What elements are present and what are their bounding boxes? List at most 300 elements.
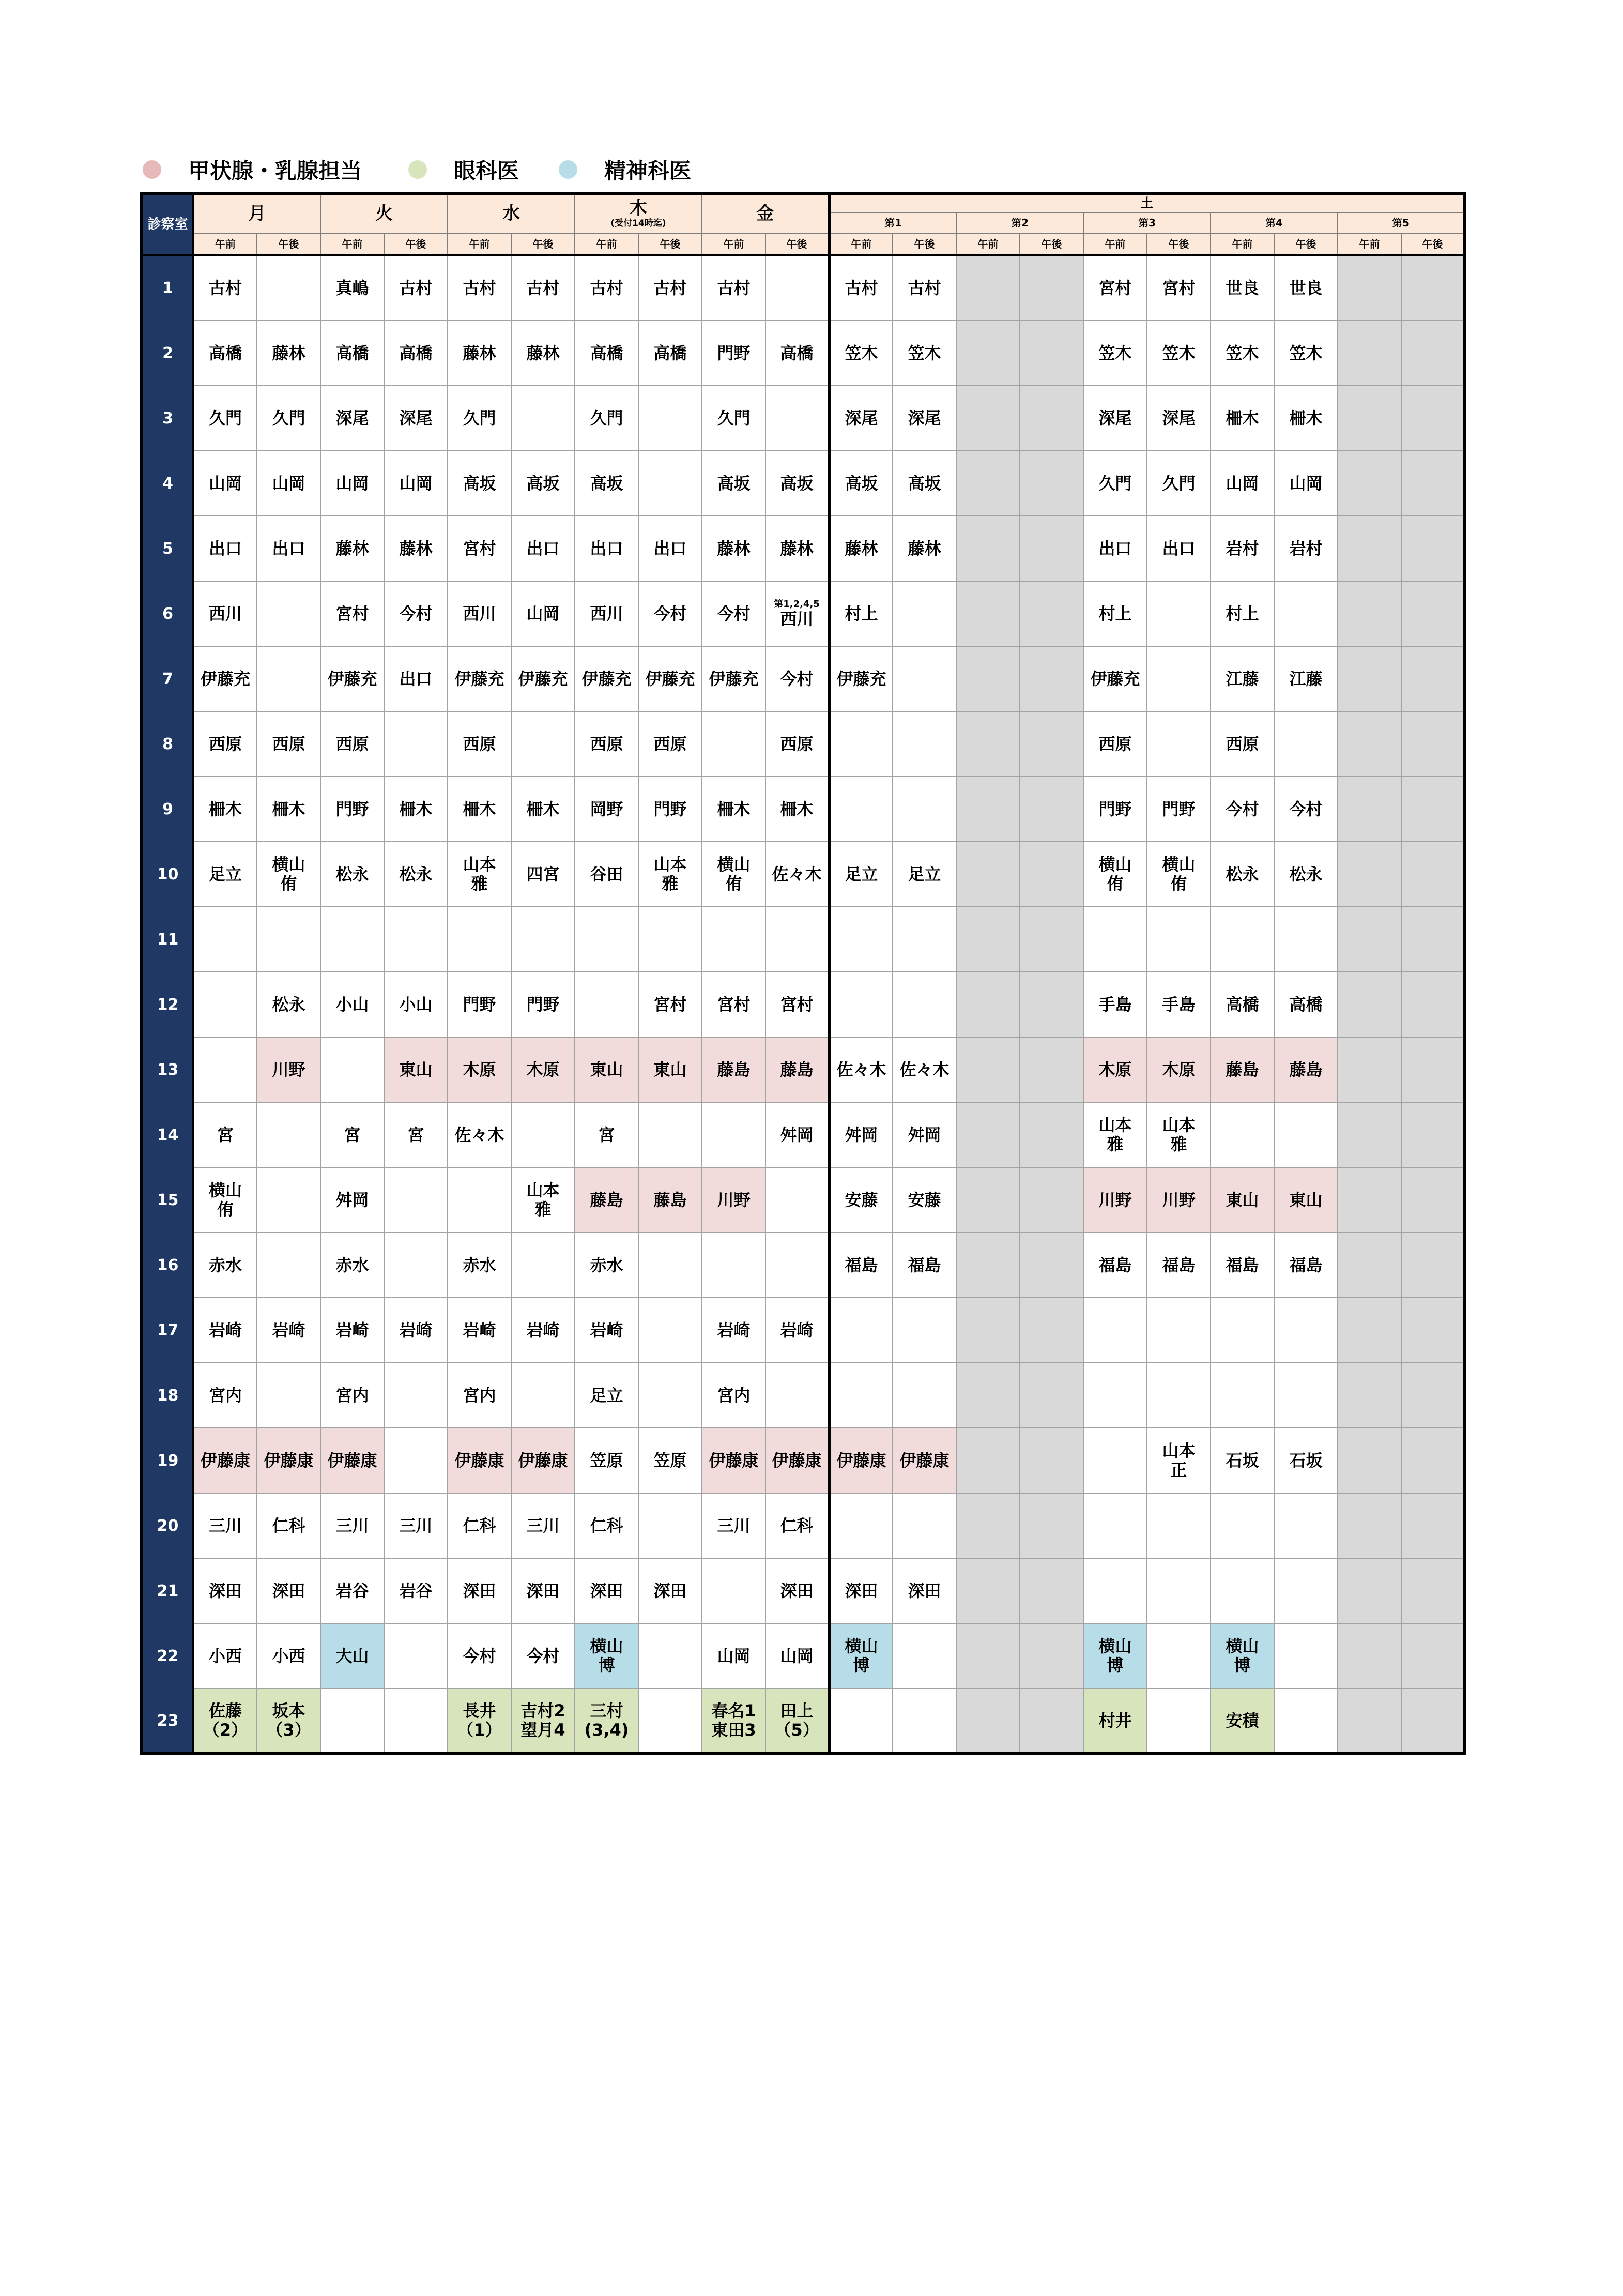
schedule-slot — [448, 842, 511, 907]
closed-slot — [956, 321, 1020, 386]
schedule-table — [140, 192, 1466, 1755]
room-number: 5 — [142, 516, 193, 581]
doctor-name: 手島 — [1098, 994, 1132, 1014]
schedule-slot — [829, 516, 893, 581]
closed-slot — [1401, 516, 1465, 581]
doctor-name: 松永 — [1289, 864, 1323, 884]
schedule-slot — [257, 842, 320, 907]
empty-slot — [257, 1363, 320, 1428]
schedule-slot — [1274, 516, 1338, 581]
doctor-name: 門野 — [526, 994, 560, 1014]
day-header-fri — [702, 193, 829, 233]
room-number: 21 — [142, 1558, 193, 1623]
schedule-slot — [320, 451, 384, 516]
schedule-slot — [575, 1493, 638, 1558]
closed-slot — [1020, 907, 1083, 972]
schedule-slot — [765, 1102, 829, 1167]
schedule-slot — [1147, 1102, 1211, 1167]
closed-slot — [956, 255, 1020, 321]
room-row — [142, 451, 1465, 516]
doctor-name: 川野 — [1098, 1190, 1132, 1210]
empty-slot — [638, 1102, 702, 1167]
empty-slot — [893, 972, 956, 1037]
schedule-slot — [448, 777, 511, 842]
doctor-name: 三川 — [717, 1515, 751, 1535]
doctor-name: 西原 — [590, 734, 623, 754]
schedule-slot — [1211, 972, 1274, 1037]
doctor-name: 高坂 — [717, 473, 751, 493]
schedule-slot — [511, 321, 575, 386]
closed-slot — [1020, 1428, 1083, 1493]
closed-slot — [956, 972, 1020, 1037]
schedule-slot — [448, 1493, 511, 1558]
schedule-slot — [384, 451, 448, 516]
day-label: 月 — [248, 203, 266, 224]
closed-slot — [1338, 1623, 1401, 1689]
doctor-name: 宮 — [217, 1124, 234, 1145]
doctor-name: 安積 — [1226, 1710, 1259, 1730]
schedule-slot — [320, 842, 384, 907]
empty-slot — [511, 1233, 575, 1298]
doctor-name: 岩崎 — [399, 1320, 433, 1340]
doctor-name: 深田 — [463, 1580, 496, 1601]
closed-slot — [1338, 711, 1401, 777]
closed-slot — [1338, 1493, 1401, 1558]
doctor-name: 世良 — [1289, 278, 1323, 298]
doctor-name: 宮村 — [717, 994, 751, 1014]
closed-slot — [1338, 1167, 1401, 1233]
schedule-slot — [702, 451, 765, 516]
closed-slot — [1401, 1233, 1465, 1298]
schedule-slot — [765, 1623, 829, 1689]
empty-slot — [765, 1233, 829, 1298]
doctor-name: 今村 — [526, 1646, 560, 1666]
empty-slot — [257, 255, 320, 321]
schedule-slot — [193, 842, 257, 907]
header-row-days — [142, 193, 1465, 212]
doctor-name: 高橋 — [653, 343, 687, 363]
doctor-name: 柵木 — [1289, 408, 1323, 428]
empty-slot — [638, 386, 702, 451]
closed-slot — [1401, 842, 1465, 907]
doctor-name: 門野 — [335, 799, 369, 819]
empty-slot — [702, 1233, 765, 1298]
empty-slot — [638, 1233, 702, 1298]
doctor-name: 高橋 — [590, 343, 623, 363]
empty-slot — [638, 907, 702, 972]
doctor-name: 藤島 — [780, 1059, 814, 1079]
closed-slot — [1020, 451, 1083, 516]
doctor-name: 深田 — [845, 1580, 878, 1601]
room-row — [142, 1493, 1465, 1558]
schedule-slot — [193, 1298, 257, 1363]
closed-slot — [1401, 581, 1465, 646]
empty-slot — [320, 1037, 384, 1102]
closed-slot — [1401, 1037, 1465, 1102]
schedule-slot — [575, 646, 638, 711]
doctor-name: 西原 — [208, 734, 242, 754]
schedule-slot — [638, 581, 702, 646]
doctor-name: 門野 — [653, 799, 687, 819]
schedule-slot — [384, 777, 448, 842]
schedule-slot — [1274, 451, 1338, 516]
schedule-slot — [1147, 1233, 1211, 1298]
doctor-name: 山岡 — [1226, 473, 1259, 493]
schedule-slot — [320, 516, 384, 581]
doctor-name: 伊藤充 — [836, 668, 886, 689]
room-row — [142, 842, 1465, 907]
schedule-slot — [765, 842, 829, 907]
schedule-slot — [193, 777, 257, 842]
closed-slot — [956, 1298, 1020, 1363]
empty-slot — [1274, 1493, 1338, 1558]
closed-slot — [956, 1233, 1020, 1298]
doctor-name: 山岡 — [335, 473, 369, 493]
doctor-name: 仁科 — [590, 1515, 623, 1535]
room-number: 2 — [142, 321, 193, 386]
doctor-name: 岩崎 — [590, 1320, 623, 1340]
closed-slot — [956, 907, 1020, 972]
closed-slot — [1401, 255, 1465, 321]
room-row — [142, 646, 1465, 711]
empty-slot — [638, 1298, 702, 1363]
doctor-name: 山本 雅 — [526, 1180, 560, 1219]
legend-swatch-green — [408, 160, 427, 179]
schedule-slot — [320, 1428, 384, 1493]
empty-slot — [320, 1689, 384, 1754]
doctor-name: 伊藤充 — [1090, 668, 1140, 689]
doctor-name: 山本 雅 — [463, 855, 496, 893]
room-number: 3 — [142, 386, 193, 451]
empty-slot — [1211, 1298, 1274, 1363]
empty-slot — [893, 1493, 956, 1558]
reception-note: (受付14時迄) — [610, 218, 666, 229]
week-header-4: 第4 — [1211, 212, 1338, 233]
schedule-slot — [1083, 255, 1147, 321]
doctor-name: 舛岡 — [908, 1124, 941, 1145]
pm-header: 午後 — [893, 233, 956, 255]
doctor-name: 藤島 — [590, 1190, 623, 1210]
room-row — [142, 1037, 1465, 1102]
doctor-name: 西原 — [463, 734, 496, 754]
doctor-name: 山岡 — [399, 473, 433, 493]
empty-slot — [829, 972, 893, 1037]
schedule-slot — [1274, 1037, 1338, 1102]
week-header-5: 第5 — [1338, 212, 1465, 233]
closed-slot — [1020, 842, 1083, 907]
doctor-name: 笠木 — [1098, 343, 1132, 363]
doctor-name: 藤島 — [1289, 1059, 1323, 1079]
doctor-name: 宮 — [407, 1124, 424, 1145]
doctor-name: 伊藤充 — [200, 668, 250, 689]
schedule-slot — [1274, 255, 1338, 321]
schedule-slot — [1211, 581, 1274, 646]
closed-slot — [1401, 907, 1465, 972]
schedule-slot — [893, 1428, 956, 1493]
am-header: 午前 — [1338, 233, 1401, 255]
doctor-name: 赤水 — [335, 1255, 369, 1275]
doctor-name: 仁科 — [780, 1515, 814, 1535]
closed-slot — [1020, 516, 1083, 581]
doctor-name: 村上 — [1098, 603, 1132, 624]
schedule-slot — [448, 1623, 511, 1689]
schedule-slot — [1083, 1233, 1147, 1298]
doctor-name: 笠原 — [653, 1450, 687, 1470]
empty-slot — [1083, 1298, 1147, 1363]
doctor-name: 門野 — [1098, 799, 1132, 819]
doctor-name: 出口 — [1162, 538, 1196, 558]
doctor-name: 今村 — [653, 603, 687, 624]
schedule-slot — [1083, 321, 1147, 386]
doctor-name: 久門 — [463, 408, 496, 428]
closed-slot — [1401, 1623, 1465, 1689]
schedule-slot — [575, 1363, 638, 1428]
empty-slot — [1147, 1493, 1211, 1558]
schedule-slot — [1083, 1037, 1147, 1102]
schedule-slot — [511, 1298, 575, 1363]
schedule-slot — [893, 1558, 956, 1623]
schedule-slot — [1274, 1428, 1338, 1493]
am-header: 午前 — [575, 233, 638, 255]
closed-slot — [1338, 842, 1401, 907]
week-header-3: 第3 — [1083, 212, 1211, 233]
schedule-slot — [1274, 972, 1338, 1037]
schedule-slot — [575, 1233, 638, 1298]
schedule-slot — [511, 255, 575, 321]
empty-slot — [765, 1363, 829, 1428]
closed-slot — [1338, 972, 1401, 1037]
day-header-thu — [575, 193, 702, 233]
doctor-name: 西原 — [653, 734, 687, 754]
pm-header: 午後 — [1274, 233, 1338, 255]
empty-slot — [893, 777, 956, 842]
doctor-name: 今村 — [780, 668, 814, 689]
doctor-name: 岩崎 — [717, 1320, 751, 1340]
legend-label: 精神科医 — [604, 158, 692, 184]
empty-slot — [1083, 907, 1147, 972]
legend-label: 甲状腺・乳腺担当 — [188, 158, 362, 184]
room-number: 23 — [142, 1689, 193, 1754]
closed-slot — [1338, 646, 1401, 711]
doctor-name: 福島 — [845, 1255, 878, 1275]
week-header-2: 第2 — [956, 212, 1083, 233]
schedule-slot — [1147, 842, 1211, 907]
room-number: 1 — [142, 255, 193, 321]
room-row — [142, 321, 1465, 386]
doctor-name: 西原 — [780, 734, 814, 754]
pm-header: 午後 — [638, 233, 702, 255]
doctor-name: 出口 — [590, 538, 623, 558]
doctor-name: 舛岡 — [780, 1124, 814, 1145]
doctor-name: 古村 — [463, 278, 496, 298]
schedule-slot — [829, 581, 893, 646]
empty-slot — [448, 1167, 511, 1233]
schedule-slot — [829, 1102, 893, 1167]
schedule-slot — [448, 646, 511, 711]
schedule-slot — [448, 972, 511, 1037]
closed-slot — [956, 777, 1020, 842]
empty-slot — [1274, 1689, 1338, 1754]
room-number: 22 — [142, 1623, 193, 1689]
closed-slot — [1338, 1233, 1401, 1298]
schedule-slot — [765, 646, 829, 711]
doctor-name: 山本 正 — [1162, 1441, 1196, 1480]
doctor-name: 横山 侑 — [208, 1180, 242, 1219]
doctor-name: 高坂 — [845, 473, 878, 493]
schedule-slot — [765, 516, 829, 581]
schedule-slot — [320, 646, 384, 711]
schedule-slot — [320, 777, 384, 842]
doctor-name: 伊藤充 — [327, 668, 377, 689]
closed-slot — [1338, 1558, 1401, 1623]
empty-slot — [384, 711, 448, 777]
doctor-name: 岩谷 — [335, 1580, 369, 1601]
closed-slot — [956, 1689, 1020, 1754]
doctor-name: 田上 （5） — [774, 1701, 819, 1740]
doctor-name: 藤林 — [272, 343, 305, 363]
doctor-name: 古村 — [653, 278, 687, 298]
schedule-slot — [893, 1233, 956, 1298]
closed-slot — [1020, 777, 1083, 842]
doctor-name: 横山 博 — [1226, 1636, 1259, 1675]
schedule-slot — [575, 321, 638, 386]
doctor-name: 高坂 — [590, 473, 623, 493]
doctor-name: 深田 — [208, 1580, 242, 1601]
schedule-slot — [893, 1167, 956, 1233]
closed-slot — [1020, 386, 1083, 451]
schedule-slot — [448, 451, 511, 516]
empty-slot — [1211, 1102, 1274, 1167]
schedule-slot — [575, 255, 638, 321]
doctor-name: 安藤 — [908, 1190, 941, 1210]
schedule-slot — [384, 1298, 448, 1363]
doctor-name: 今村 — [463, 1646, 496, 1666]
doctor-name: 東山 — [653, 1059, 687, 1079]
schedule-slot — [1211, 1689, 1274, 1754]
empty-slot — [257, 1233, 320, 1298]
schedule-slot — [575, 516, 638, 581]
schedule-note: 第1,2,4,5 — [774, 598, 820, 610]
schedule-slot — [384, 386, 448, 451]
doctor-name: 川野 — [1162, 1190, 1196, 1210]
empty-slot — [638, 1689, 702, 1754]
schedule-slot — [1211, 842, 1274, 907]
schedule-slot — [1211, 1623, 1274, 1689]
doctor-name: 伊藤康 — [264, 1450, 314, 1470]
closed-slot — [1338, 907, 1401, 972]
empty-slot — [193, 1037, 257, 1102]
doctor-name: 長井 （1） — [457, 1701, 502, 1740]
empty-slot — [893, 581, 956, 646]
schedule-slot — [1083, 646, 1147, 711]
empty-slot — [193, 972, 257, 1037]
doctor-name: 藤林 — [908, 538, 941, 558]
closed-slot — [1338, 1689, 1401, 1754]
schedule-slot — [193, 711, 257, 777]
empty-slot — [765, 907, 829, 972]
closed-slot — [1020, 255, 1083, 321]
schedule-slot — [384, 581, 448, 646]
schedule-slot — [193, 1102, 257, 1167]
doctor-name: 山岡 — [526, 603, 560, 624]
doctor-name: 深田 — [780, 1580, 814, 1601]
doctor-name: 高橋 — [399, 343, 433, 363]
schedule-slot — [638, 711, 702, 777]
schedule-slot — [511, 1428, 575, 1493]
doctor-name: 世良 — [1226, 278, 1259, 298]
closed-slot — [1338, 777, 1401, 842]
schedule-slot — [1083, 1623, 1147, 1689]
doctor-name: 東山 — [1289, 1190, 1323, 1210]
doctor-name: 深尾 — [1162, 408, 1196, 428]
schedule-slot — [1083, 842, 1147, 907]
closed-slot — [956, 646, 1020, 711]
schedule-slot — [193, 1233, 257, 1298]
doctor-name: 藤島 — [1226, 1059, 1259, 1079]
doctor-name: 今村 — [717, 603, 751, 624]
schedule-slot — [765, 711, 829, 777]
doctor-name: 仁科 — [272, 1515, 305, 1535]
doctor-name: 伊藤康 — [709, 1450, 759, 1470]
empty-slot — [384, 1623, 448, 1689]
closed-slot — [1020, 1102, 1083, 1167]
closed-slot — [956, 581, 1020, 646]
schedule-slot — [320, 321, 384, 386]
closed-slot — [1338, 1102, 1401, 1167]
doctor-name: 足立 — [590, 1385, 623, 1405]
doctor-name: 伊藤康 — [518, 1450, 568, 1470]
doctor-name: 岩谷 — [399, 1580, 433, 1601]
doctor-name: 宮 — [598, 1124, 615, 1145]
doctor-name: 宮村 — [653, 994, 687, 1014]
am-header: 午前 — [829, 233, 893, 255]
schedule-slot — [511, 777, 575, 842]
empty-slot — [193, 907, 257, 972]
schedule-slot — [448, 1233, 511, 1298]
doctor-name: 福島 — [1226, 1255, 1259, 1275]
schedule-slot — [320, 972, 384, 1037]
schedule-slot — [702, 1363, 765, 1428]
doctor-name: 深尾 — [908, 408, 941, 428]
doctor-name: 安藤 — [845, 1190, 878, 1210]
schedule-slot — [1083, 711, 1147, 777]
empty-slot — [893, 1363, 956, 1428]
schedule-slot — [638, 972, 702, 1037]
doctor-name: 山本 雅 — [653, 855, 687, 893]
doctor-name: 木原 — [1162, 1059, 1196, 1079]
schedule-slot — [829, 1167, 893, 1233]
schedule-slot — [893, 1102, 956, 1167]
closed-slot — [1020, 321, 1083, 386]
schedule-slot — [1211, 321, 1274, 386]
schedule-slot — [1147, 386, 1211, 451]
schedule-slot — [1083, 777, 1147, 842]
schedule-slot — [575, 777, 638, 842]
doctor-name: 高坂 — [526, 473, 560, 493]
schedule-slot — [829, 1037, 893, 1102]
doctor-name: 柵木 — [526, 799, 560, 819]
room-row — [142, 1558, 1465, 1623]
doctor-name: 伊藤康 — [327, 1450, 377, 1470]
closed-slot — [956, 1558, 1020, 1623]
closed-slot — [1020, 1167, 1083, 1233]
schedule-slot — [1147, 1428, 1211, 1493]
schedule-slot — [511, 1167, 575, 1233]
doctor-name: 岩崎 — [526, 1320, 560, 1340]
room-row — [142, 972, 1465, 1037]
schedule-slot — [384, 842, 448, 907]
doctor-name: 赤水 — [208, 1255, 242, 1275]
